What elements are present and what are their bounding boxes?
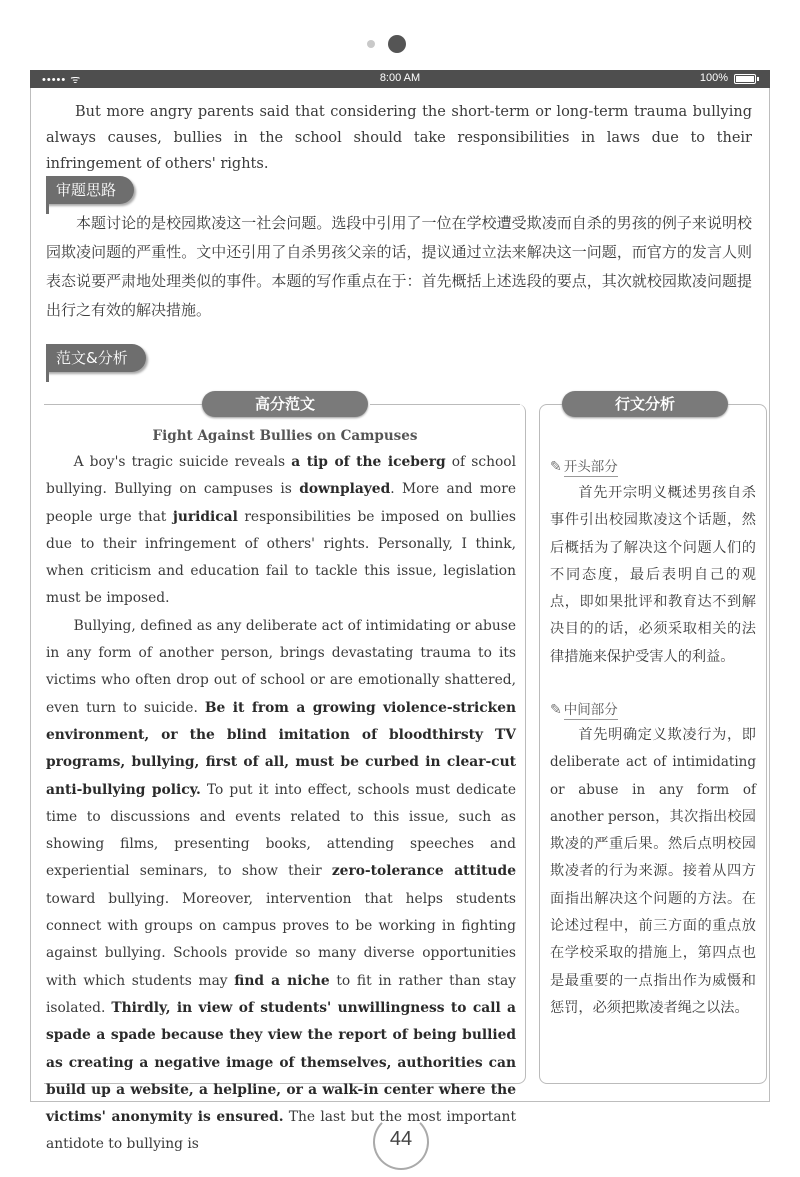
- page-indicator-dot-active: [388, 35, 406, 53]
- essay-title: Fight Against Bullies on Campuses: [152, 428, 418, 444]
- analysis-part1-text: 首先开宗明义概述男孩自杀事件引出校园欺凌这个话题，然后概括为了解决这个问题人们的不同态度，最后表明自己的观点，即如果批评和教育达不到解决目的的话，必须采取相关的法律措施来保护受害人的利益。: [550, 485, 756, 665]
- page-number: 44: [389, 1128, 413, 1150]
- analysis-part2-heading: ✎ 中间部分: [550, 702, 618, 718]
- essay-body: [46, 449, 516, 1159]
- section-analysis-text: 本题讨论的是校园欺凌这一社会问题。选段中引用了一位在学校遭受欺凌而自杀的男孩的例子来说明校园欺凌问题的严重性。文中还引用了自杀男孩父亲的话，提议通过立法来解决这一问题，而官方的发言人则表态说要严肃地处理类似的事件。本题的写作重点在于：首先概括上述选段的要点，其次就校园欺凌问题提出行之有效的解决措施。: [46, 214, 752, 319]
- analysis-part2-text: 首先明确定义欺凌行为，即 deliberate act of intimidating or abuse in any form of another person，其次指出校园欺凌的严重后果。然后点明校园欺凌者的行为来源。接着从四方面指出解决这个问题的方法。在论述过程中，前三方面的重点放在学校采取的措施上，第四点也是最重要的一点指出作为威慑和惩罚，必须把欺凌者绳之以法。: [550, 727, 756, 1016]
- section-tag-sample: 范文&分析: [46, 344, 146, 372]
- status-time: 8:00 AM: [379, 72, 421, 84]
- intro-paragraph: But more angry parents said that considering the short-term or long-term trauma bullying always causes, bullies in the school should take responsibilities in laws due to their infringement of others' rights.: [46, 104, 752, 172]
- analysis-panel-header: 行文分析: [562, 391, 728, 417]
- pen-icon: ✎: [550, 459, 562, 475]
- battery-percent: 100%: [699, 72, 728, 84]
- pen-icon: ✎: [550, 702, 562, 718]
- essay-paragraph-2: Bullying, defined as any deliberate act of intimidating or abuse in any form of another person, brings devastating trauma to its victims who often drop out of school or are emotionally shattered, even turn to suicide. Be it from a growing violence-stricken environment, or the blind imitation of bloodthirsty TV programs, bullying, first of all, must be curbed in clear-cut anti-bullying policy. To put it into effect, schools must dedicate time to discussions and events related to this issue, such as showing films, presenting books, attending speeches and experiential seminars, to show their zero-tolerance attitude toward bullying. Moreover, intervention that helps students connect with groups on campus proves to be working in fighting against bullying. Schools provide so many diverse opportunities with which students may find a niche to fit in rather than stay isolated. Thirdly, in view of students' unwillingness to call a spade a spade because they view the report of being bullied as creating a negative image of themselves, authorities can build up a website, a helpline, or a walk-in center where the victims' anonymity is ensured. The last but the most important antidote to bullying is: [46, 617, 516, 1153]
- essay-panel-header: 高分范文: [202, 391, 368, 417]
- page-indicator-dot: [367, 40, 375, 48]
- status-bar: [30, 70, 770, 88]
- signal-icon: ••••• ᯤ: [42, 74, 82, 86]
- essay-paragraph-1: A boy's tragic suicide reveals a tip of the iceberg of school bullying. Bullying on campuses is downplayed. More and more people urge that juridical responsibilities be imposed on bullies due to their infringement of others' rights. Personally, I think, when criticism and education fail to tackle this issue, legislation must be imposed.: [46, 454, 516, 607]
- section-tag-analysis: 审题思路: [46, 176, 134, 204]
- analysis-part1-heading: ✎ 开头部分: [550, 459, 618, 475]
- battery-icon: [734, 74, 756, 84]
